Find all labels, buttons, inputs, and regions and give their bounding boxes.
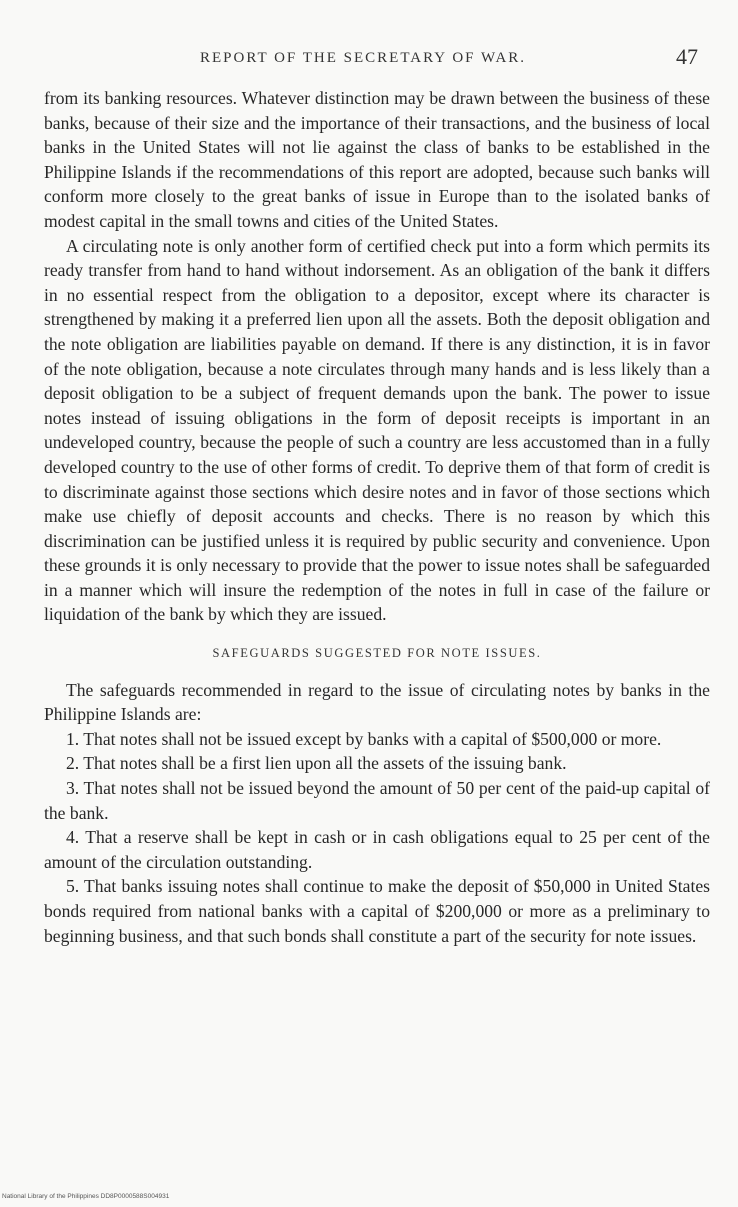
safeguard-item: 4. That a reserve shall be kept in cash or in cash obligations equal to 25 per cent of the amount of the circulation outstanding.: [44, 827, 710, 872]
body-text: [44, 86, 710, 948]
page-number: 47: [676, 44, 698, 69]
running-title: REPORT OF THE SECRETARY OF WAR.: [200, 50, 527, 66]
paragraph-circulating-note: A circulating note is only another form of certified check put into a form which permits its ready transfer from hand to hand without indorsement. As an obligation of the bank it differs in no essential respect from the obligation to a depositor, except where its character is strengthened by making it a preferred lien upon all the assets. Both the deposit obligation and the note obligation are liabilities payable on demand. If there is any distinction, it is in favor of the note obligation, because a note circulates through many hands and is less likely than a deposit obligation to be a subject of frequent demands upon the bank. The power to issue notes instead of issuing obligations in the form of deposit receipts is important in an undeveloped country, because the people of such a country are less accustomed than in a fully developed country to the use of other forms of credit. To deprive them of that form of credit is to discriminate against those sections which desire notes and in favor of those sections which make use chiefly of deposit accounts and checks. There is no reason by which this discrimination can be justified unless it is required by public security and convenience. Upon these grounds it is only necessary to provide that the power to issue notes shall be safeguarded in a manner which will insure the redemption of the notes in full in case of the failure or liquidation of the bank by which they are issued.: [44, 235, 710, 625]
paragraph-continuation: from its banking resources. Whatever distinction may be drawn between the business of these banks, because of their size and the importance of their transactions, and the business of local banks in the United States will not lie against the class of banks to be established in the Philippine Islands if the recommendations of this report are adopted, because such banks will conform more closely to the great banks of issue in Europe than to the isolated banks of modest capital in the small towns and cities of the United States.: [44, 88, 710, 231]
safeguard-item: 1. That notes shall not be issued except by banks with a capital of $500,000 or more.: [66, 728, 662, 749]
safeguards-intro: The safeguards recommended in regard to the issue of circulating notes by banks in the Philippine Islands are:: [44, 679, 710, 725]
safeguard-item: 3. That notes shall not be issued beyond the amount of 50 per cent of the paid-up capital of the bank.: [44, 778, 710, 823]
running-header: [0, 44, 738, 72]
safeguard-item: 2. That notes shall be a first lien upon all the assets of the issuing bank.: [66, 753, 567, 774]
scan-footer: National Library of the Philippines DD8P0000588S004931: [2, 1193, 170, 1200]
section-heading: SAFEGUARDS SUGGESTED FOR NOTE ISSUES.: [212, 646, 542, 661]
safeguard-item: 5. That banks issuing notes shall continue to make the deposit of $50,000 in United States bonds required from national banks with a capital of $200,000 or more as a preliminary to beginning business, and that such bonds shall constitute a part of the security for note issues.: [44, 876, 710, 946]
